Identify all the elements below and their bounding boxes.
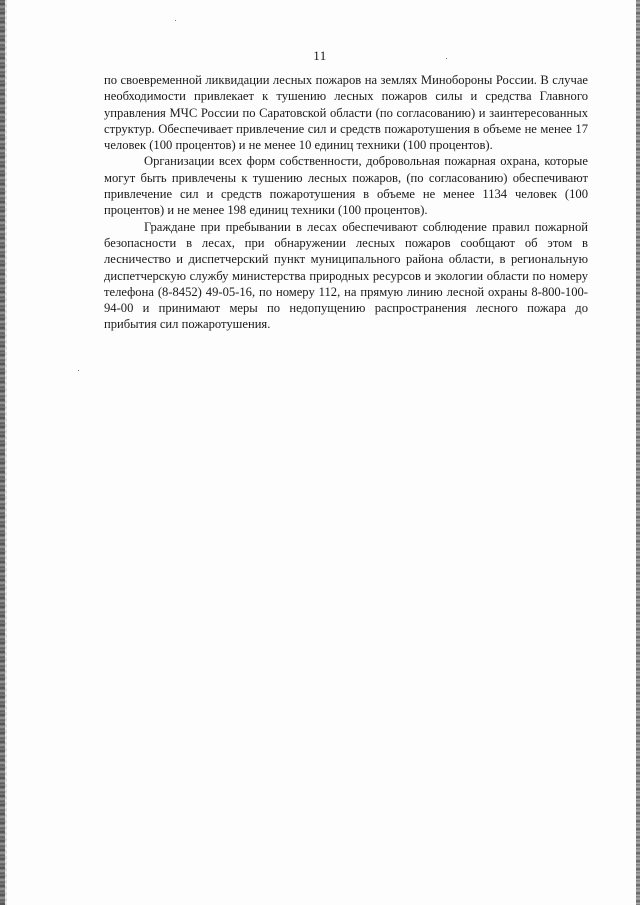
scan-edge-right — [636, 0, 640, 905]
scan-edge-left-inner — [5, 0, 7, 905]
paragraph-2: Организации всех форм собственности, добровольная пожарная охрана, которые могут быть привлечены к тушению лесных пожаров, (по согласованию) обеспечивают привлечение сил и средств пожаротушения в объеме не менее 1134 человек (100 процентов) и не менее 198 единиц техники (100 процентов). — [104, 154, 588, 218]
scan-speck — [175, 20, 176, 21]
paragraph-3: Граждане при пребывании в лесах обеспечивают соблюдение правил пожарной безопасности в лесах, при обнаружении лесных пожаров сообщают об этом в лесничество и диспетчерский пункт муниципального района области, в региональную диспетчерскую службу министерства природных ресурсов и экологии области по номеру телефона (8-8452) 49-05-16, по номеру 112, на прямую линию лесной охраны 8-800-100-94-00 и принимают меры по недопущению распространения лесного пожара до прибытия сил пожаротушения. — [104, 219, 588, 332]
page-number: 11 — [313, 48, 327, 63]
paragraph-1: по своевременной ликвидации лесных пожаров на землях Минобороны России. В случае необходимости привлекает к тушению лесных пожаров силы и средства Главного управления МЧС России по Саратовской области (по согласованию) и заинтересованных структур. Обеспечивает привлечение сил и средств пожаротушения в объеме не менее 17 человек (100 процентов) и не менее 10 единиц техники (100 процентов). — [104, 73, 588, 153]
body-text — [104, 72, 588, 333]
scan-speck — [78, 370, 79, 371]
